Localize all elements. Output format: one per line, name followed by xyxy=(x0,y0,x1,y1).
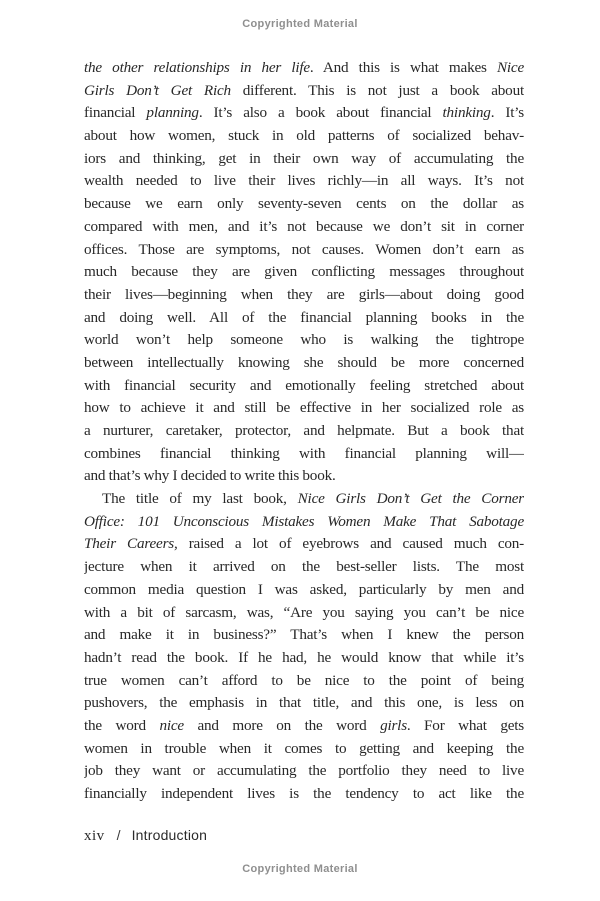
text-line xyxy=(84,511,524,534)
text-line xyxy=(84,375,524,398)
text-line xyxy=(84,352,524,375)
text-segment: The title of my last book, xyxy=(102,490,298,508)
text-line xyxy=(84,284,524,307)
italic-text-segment: Nice Girls Don’t Get the Corner xyxy=(297,490,524,508)
italic-text-segment: Girls Don’t Get Rich xyxy=(84,81,231,99)
italic-text-segment: Office: 101 Unconscious Mistakes Women Make That Sabotage xyxy=(84,512,524,530)
text-line xyxy=(84,443,524,466)
text-segment: much because they are given conflicting messages throughout xyxy=(84,263,524,281)
text-segment: . It’s also a book about financial xyxy=(198,104,443,122)
text-segment: financially independent lives is the tendency to act like the xyxy=(84,785,524,802)
text-segment: , raised a lot of eyebrows and caused much con- xyxy=(174,535,524,553)
text-segment: how to achieve it and still be effective in her socialized role as xyxy=(84,399,524,417)
text-segment: women in trouble when it comes to getting and keeping the xyxy=(84,739,524,757)
text-segment: hadn’t read the book. If he had, he would know that while it’s xyxy=(84,648,524,666)
text-line xyxy=(84,102,524,125)
text-line xyxy=(84,239,524,262)
italic-text-segment: girls xyxy=(380,716,407,734)
italic-text-segment: nice xyxy=(159,716,184,734)
text-segment: iors and thinking, get in their own way of accumulating the xyxy=(84,149,524,167)
text-line xyxy=(84,397,524,420)
text-segment: about how women, stuck in old patterns of socialized behav- xyxy=(84,127,524,145)
text-line xyxy=(84,465,524,488)
text-segment: and make it in business?” That’s when I knew the person xyxy=(84,626,524,644)
text-segment: jecture when it arrived on the best-seller lists. The most xyxy=(84,558,524,576)
text-line xyxy=(84,579,524,602)
text-segment: because we earn only seventy-seven cents on the dollar as xyxy=(84,195,524,213)
text-line xyxy=(84,556,524,579)
footer-separator: / xyxy=(116,827,121,843)
section-title: Introduction xyxy=(131,827,208,843)
copyright-notice-top: Copyrighted Material xyxy=(242,18,358,30)
text-segment: true women can’t afford to be nice to the point of being xyxy=(84,671,524,689)
text-line xyxy=(84,602,524,625)
copyright-notice-bottom: Copyrighted Material xyxy=(242,863,358,875)
italic-text-segment: planning xyxy=(146,104,199,122)
text-segment: the word xyxy=(84,716,160,734)
text-segment: and doing well. All of the financial planning books in the xyxy=(84,308,524,326)
text-segment: combines financial thinking with financial planning will— xyxy=(84,444,524,462)
text-line xyxy=(84,715,524,738)
text-line xyxy=(84,148,524,171)
text-segment: . And this is what makes xyxy=(309,59,497,76)
text-segment: world won’t help someone who is walking the tightrope xyxy=(84,331,524,349)
text-line xyxy=(84,488,524,511)
text-segment: compared with men, and it’s not because we don’t sit in corner xyxy=(84,217,524,235)
text-segment: pushovers, the emphasis in that title, and this one, is less on xyxy=(84,694,524,712)
text-line xyxy=(84,420,524,443)
text-line xyxy=(84,125,524,148)
text-line xyxy=(84,760,524,783)
text-line xyxy=(84,193,524,216)
text-line xyxy=(84,216,524,239)
text-line xyxy=(84,533,524,556)
body-text xyxy=(84,57,524,806)
paragraph xyxy=(84,57,524,488)
text-line xyxy=(84,670,524,693)
text-segment: job they want or accumulating the portfolio they need to live xyxy=(84,762,524,780)
text-segment: with financial security and emotionally feeling stretched about xyxy=(84,376,524,394)
text-line xyxy=(84,647,524,670)
text-line xyxy=(84,80,524,103)
text-segment: their lives—beginning when they are girls—about doing good xyxy=(84,285,524,303)
text-segment: wealth needed to live their lives richly—in all ways. It’s not xyxy=(84,172,524,190)
text-line xyxy=(84,170,524,193)
text-line xyxy=(84,624,524,647)
text-segment: with a bit of sarcasm, was, “Are you saying you can’t be nice xyxy=(84,603,524,621)
page-footer xyxy=(84,827,207,847)
text-segment: . It’s xyxy=(490,104,524,122)
text-segment: financial xyxy=(84,104,147,122)
text-segment: and that’s why I decided to write this book. xyxy=(84,467,336,485)
text-segment: . For what gets xyxy=(406,716,524,734)
text-segment: offices. Those are symptoms, not causes. Women don’t earn as xyxy=(84,240,524,258)
text-segment: different. This is not just a book about xyxy=(230,81,524,99)
text-line xyxy=(84,329,524,352)
italic-text-segment: Their Careers xyxy=(84,535,174,553)
italic-text-segment: thinking xyxy=(442,104,491,122)
page-number: xiv xyxy=(84,828,105,844)
text-segment: between intellectually knowing she should be more concerned xyxy=(84,353,524,371)
text-line xyxy=(84,261,524,284)
text-segment: a nurturer, caretaker, protector, and helpmate. But a book that xyxy=(84,422,524,439)
text-segment: and more on the word xyxy=(183,716,381,734)
text-line xyxy=(84,57,524,80)
text-line xyxy=(84,307,524,330)
paragraph xyxy=(84,488,524,806)
italic-text-segment: Nice xyxy=(496,59,524,76)
italic-text-segment: the other relationships in her life xyxy=(84,59,310,76)
text-segment: common media question I was asked, particularly by men and xyxy=(84,580,524,598)
text-line xyxy=(84,692,524,715)
text-line xyxy=(84,783,524,806)
text-line xyxy=(84,738,524,761)
